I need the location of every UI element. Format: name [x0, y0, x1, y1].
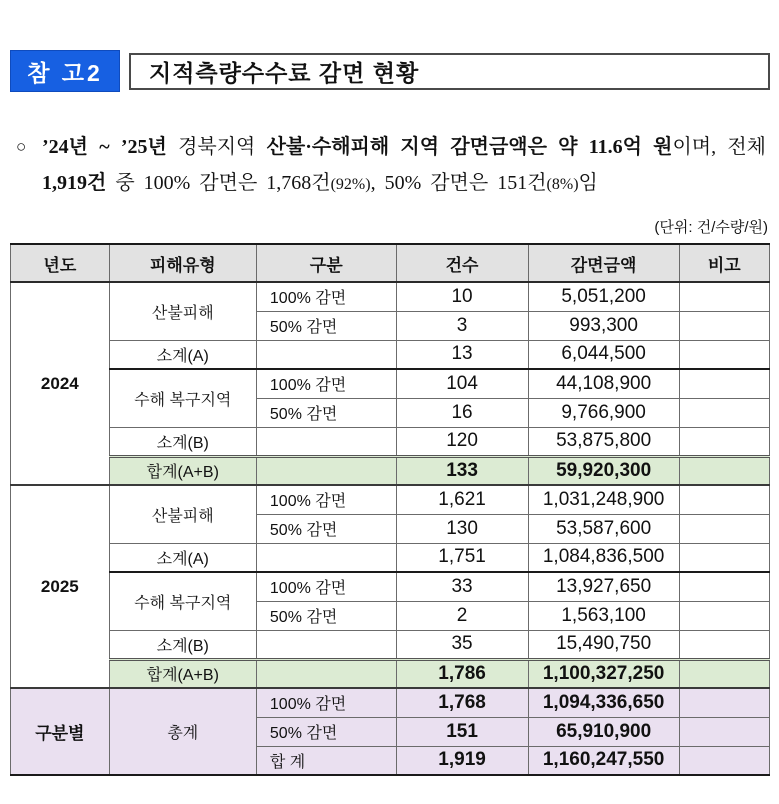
cell-count: 1,786	[396, 659, 528, 688]
cell-category: 100% 감면	[256, 369, 396, 398]
cell-note	[679, 543, 769, 572]
cell-damage-type: 수해 복구지역	[109, 369, 256, 427]
cell-category	[256, 340, 396, 369]
cell-count: 1,751	[396, 543, 528, 572]
cell-category	[256, 543, 396, 572]
row-2024-total	[11, 456, 770, 485]
cell-subtotal-label: 소계(A)	[109, 543, 256, 572]
cell-note	[679, 514, 769, 543]
text-segment: 중 100% 감면은 1,768건	[106, 172, 331, 194]
cell-amount: 13,927,650	[528, 572, 679, 601]
row-2025-fire-100	[11, 485, 770, 514]
cell-note	[679, 630, 769, 659]
text-segment: ’24년 ~ ’25년	[42, 136, 167, 158]
summary-paragraph	[10, 129, 770, 203]
cell-amount: 1,084,836,500	[528, 543, 679, 572]
row-2024-fire-100	[11, 282, 770, 311]
cell-category	[256, 427, 396, 456]
cell-total-label: 합계(A+B)	[109, 659, 256, 688]
row-2024-fire-subtotal	[11, 340, 770, 369]
cell-note	[679, 282, 769, 311]
row-2025-total	[11, 659, 770, 688]
cell-note	[679, 369, 769, 398]
cell-category: 100% 감면	[256, 282, 396, 311]
cell-note	[679, 311, 769, 340]
cell-category: 50% 감면	[256, 311, 396, 340]
cell-amount: 1,100,327,250	[528, 659, 679, 688]
text-segment: 경북지역	[166, 136, 267, 158]
text-segment: 이며, 전체	[672, 136, 767, 158]
cell-count: 133	[396, 456, 528, 485]
col-header-year: 년도	[11, 244, 110, 282]
cell-note	[679, 398, 769, 427]
cell-note	[679, 688, 769, 717]
cell-count: 3	[396, 311, 528, 340]
cell-note	[679, 746, 769, 775]
col-header-category: 구분	[256, 244, 396, 282]
cell-count: 151	[396, 717, 528, 746]
cell-note	[679, 485, 769, 514]
row-summary-100	[11, 688, 770, 717]
cell-damage-type: 산불피해	[109, 282, 256, 340]
cell-category: 100% 감면	[256, 572, 396, 601]
bullet-circle-icon: ○	[16, 137, 27, 156]
cell-amount: 53,875,800	[528, 427, 679, 456]
cell-subtotal-label: 소계(B)	[109, 630, 256, 659]
cell-damage-type: 산불피해	[109, 485, 256, 543]
row-2025-flood-100	[11, 572, 770, 601]
cell-summary-label: 구분별	[11, 688, 110, 775]
text-segment: , 50% 감면은 151건	[370, 172, 547, 194]
text-segment: 산불·수해피해 지역 감면금액은 약 11.6억 원	[266, 136, 673, 158]
col-header-note: 비고	[679, 244, 769, 282]
reduction-status-table	[10, 243, 770, 776]
cell-count: 33	[396, 572, 528, 601]
cell-note	[679, 601, 769, 630]
cell-damage-type: 수해 복구지역	[109, 572, 256, 630]
cell-subtotal-label: 소계(B)	[109, 427, 256, 456]
col-header-count: 건수	[396, 244, 528, 282]
text-segment: 1,919건	[42, 172, 107, 194]
cell-year: 2025	[11, 485, 110, 688]
text-segment: (92%)	[330, 176, 371, 193]
table-header-row	[11, 244, 770, 282]
cell-note	[679, 572, 769, 601]
cell-amount: 65,910,900	[528, 717, 679, 746]
cell-count: 2	[396, 601, 528, 630]
cell-count: 104	[396, 369, 528, 398]
cell-amount: 5,051,200	[528, 282, 679, 311]
cell-category: 50% 감면	[256, 514, 396, 543]
cell-category	[256, 456, 396, 485]
cell-note	[679, 659, 769, 688]
col-header-amount: 감면금액	[528, 244, 679, 282]
summary-text	[42, 129, 770, 203]
cell-category: 50% 감면	[256, 398, 396, 427]
cell-count: 10	[396, 282, 528, 311]
cell-category	[256, 659, 396, 688]
page-title: 지적측량수수료 감면 현황	[129, 53, 770, 90]
cell-category: 50% 감면	[256, 601, 396, 630]
cell-count: 16	[396, 398, 528, 427]
row-2025-fire-subtotal	[11, 543, 770, 572]
cell-category: 50% 감면	[256, 717, 396, 746]
text-segment: (8%)	[546, 176, 579, 193]
cell-category	[256, 630, 396, 659]
cell-amount: 1,094,336,650	[528, 688, 679, 717]
cell-count: 35	[396, 630, 528, 659]
cell-amount: 59,920,300	[528, 456, 679, 485]
cell-count: 1,768	[396, 688, 528, 717]
cell-subtotal-label: 소계(A)	[109, 340, 256, 369]
cell-amount: 1,563,100	[528, 601, 679, 630]
cell-category: 100% 감면	[256, 688, 396, 717]
cell-grand-total-label: 총계	[109, 688, 256, 775]
cell-amount: 9,766,900	[528, 398, 679, 427]
cell-category: 합 계	[256, 746, 396, 775]
cell-count: 1,919	[396, 746, 528, 775]
cell-amount: 993,300	[528, 311, 679, 340]
cell-note	[679, 427, 769, 456]
cell-count: 1,621	[396, 485, 528, 514]
unit-note: (단위: 건/수량/원)	[654, 219, 768, 236]
row-2024-flood-subtotal	[11, 427, 770, 456]
cell-amount: 15,490,750	[528, 630, 679, 659]
col-header-damage-type: 피해유형	[109, 244, 256, 282]
cell-year: 2024	[11, 282, 110, 485]
cell-amount: 44,108,900	[528, 369, 679, 398]
cell-note	[679, 717, 769, 746]
cell-count: 130	[396, 514, 528, 543]
cell-count: 13	[396, 340, 528, 369]
cell-amount: 53,587,600	[528, 514, 679, 543]
cell-note	[679, 340, 769, 369]
document-header	[10, 50, 770, 92]
text-segment: 임	[578, 172, 598, 194]
cell-note	[679, 456, 769, 485]
cell-amount: 1,031,248,900	[528, 485, 679, 514]
row-2024-flood-100	[11, 369, 770, 398]
cell-category: 100% 감면	[256, 485, 396, 514]
row-2025-flood-subtotal	[11, 630, 770, 659]
cell-amount: 1,160,247,550	[528, 746, 679, 775]
reference-badge: 참 고2	[10, 50, 120, 92]
cell-amount: 6,044,500	[528, 340, 679, 369]
cell-count: 120	[396, 427, 528, 456]
cell-total-label: 합계(A+B)	[109, 456, 256, 485]
